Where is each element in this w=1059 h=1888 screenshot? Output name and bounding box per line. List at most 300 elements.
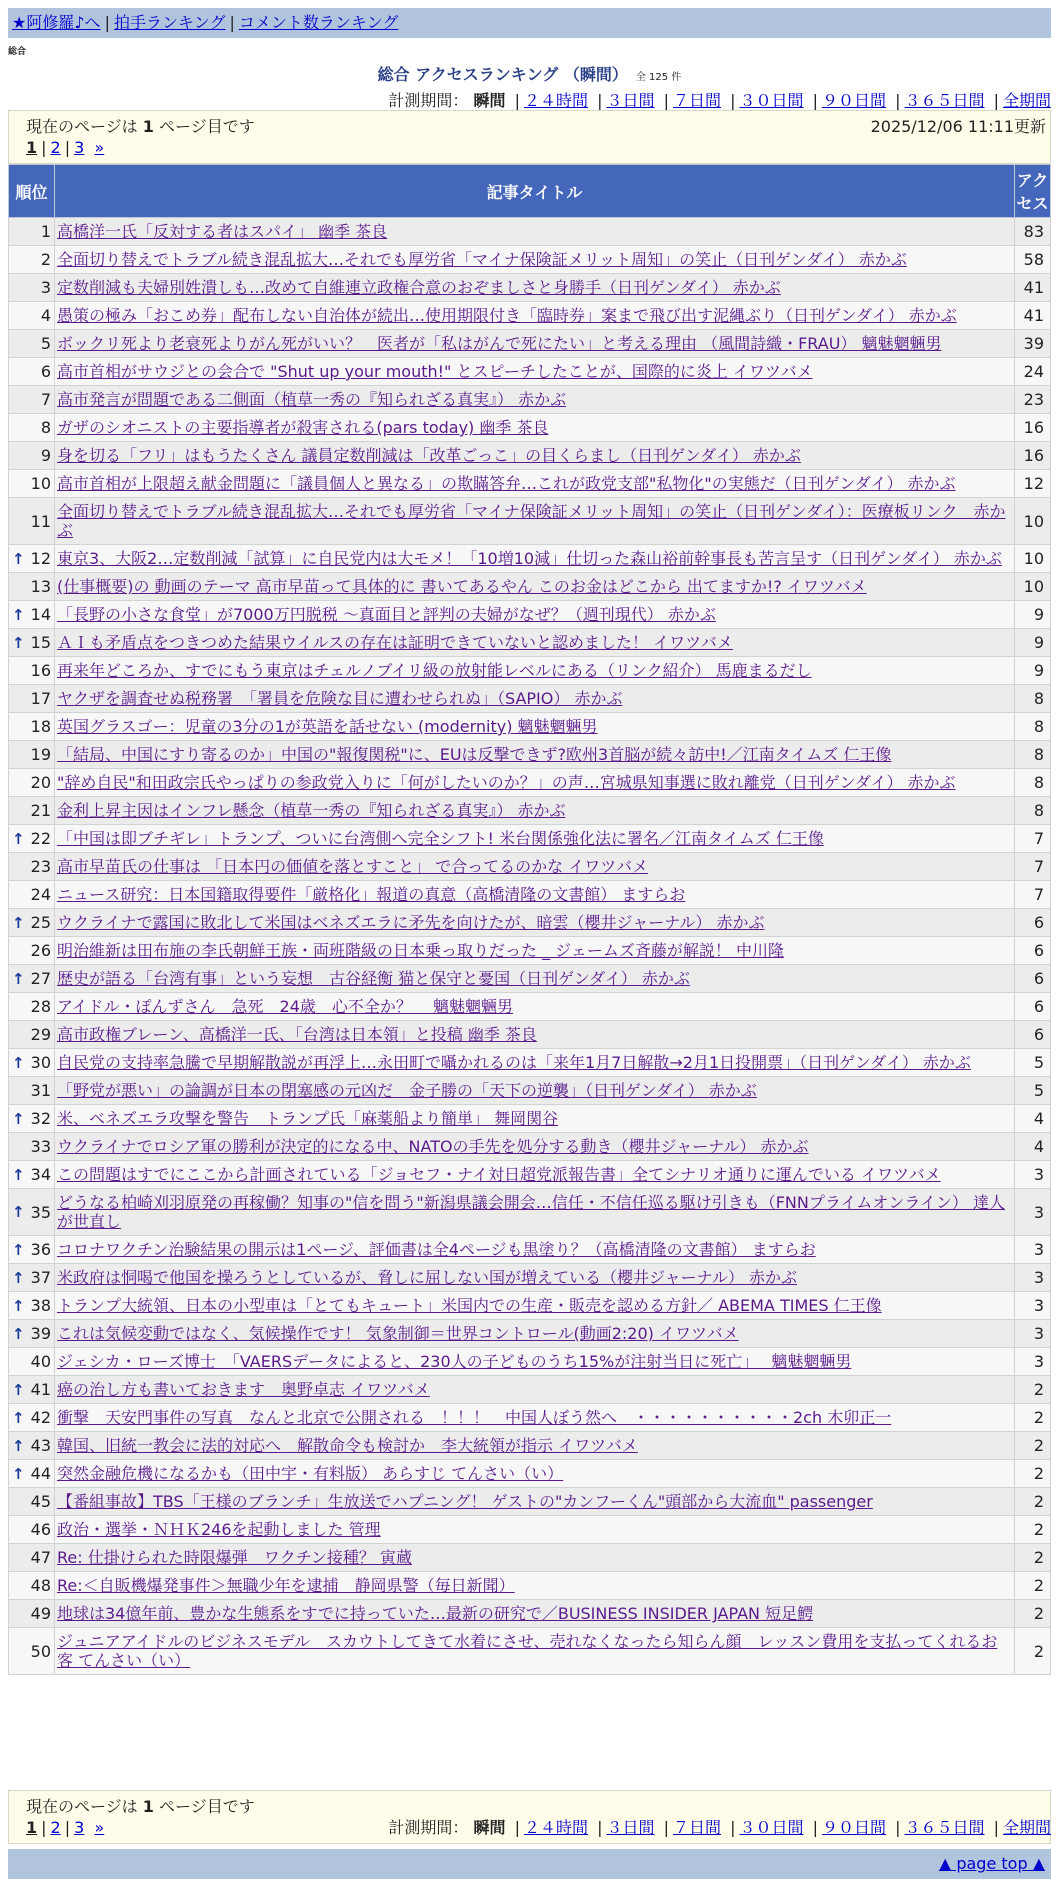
title-cell (55, 769, 1015, 797)
rank-number: 20 (30, 773, 51, 792)
rank-cell (9, 629, 55, 657)
rank-cell (9, 1292, 55, 1320)
rank-cell (9, 386, 55, 414)
ranking-row (9, 993, 1051, 1021)
article-title-link[interactable]: 米政府は恫喝で他国を操ろうとしているが、脅しに屈しない国が増えている（櫻井ジャーナル） 赤かぶ (57, 1268, 797, 1287)
access-count: 2 (1015, 1516, 1051, 1544)
article-title-link[interactable]: 地球は34億年前、豊かな生態系をすでに持っていた…最新の研究で／BUSINESS INSIDER JAPAN 短足鰐 (57, 1604, 814, 1623)
rank-number: 6 (40, 362, 51, 381)
title-cell (55, 657, 1015, 685)
rank-cell (9, 937, 55, 965)
rank-cell (9, 1544, 55, 1572)
rank-up-arrow-icon: ↑ (12, 549, 25, 568)
period-7d-link[interactable]: ７日間 (672, 1818, 721, 1837)
rank-cell (9, 545, 55, 573)
ranking-row (9, 853, 1051, 881)
rank-cell (9, 414, 55, 442)
rank-up-arrow-icon: ↑ (12, 1268, 25, 1287)
article-title-link[interactable]: 政治・選挙・ＮＨＫ246を起動しました 管理 (57, 1520, 381, 1539)
rank-number: 17 (30, 689, 51, 708)
ranking-row (9, 274, 1051, 302)
section-label: 総合 (8, 47, 27, 57)
access-count: 3 (1015, 1264, 1051, 1292)
rank-number: 30 (30, 1053, 51, 1072)
period-365d-link[interactable]: ３６５日間 (904, 1818, 985, 1837)
rank-number: 1 (40, 222, 51, 241)
rank-up-arrow-icon: ↑ (12, 1240, 25, 1259)
rank-cell (9, 1404, 55, 1432)
rank-number: 36 (30, 1240, 51, 1259)
ranking-row (9, 629, 1051, 657)
article-title-link[interactable]: 「野党が悪い」の論調が日本の閉塞感の元凶だ 金子勝の「天下の逆襲」（日刊ゲンダイ） 赤かぶ (57, 1081, 757, 1100)
ranking-table (8, 164, 1051, 1675)
ranking-table-body (9, 218, 1051, 1675)
title-cell (55, 330, 1015, 358)
period-selector-top: 計測期間： 瞬間 | ２４時間 | ３日間 | ７日間 | ３０日間 | ９０日間 | ３６５日間 | 全期間 (388, 91, 1051, 110)
ranking-row (9, 386, 1051, 414)
rank-number: 37 (30, 1268, 51, 1287)
article-title-link[interactable]: Re: 仕掛けられた時限爆弾 ワクチン接種？ 寅蔵 (57, 1548, 413, 1567)
rank-number: 11 (30, 511, 51, 531)
access-count: 9 (1015, 601, 1051, 629)
access-count: 2 (1015, 1460, 1051, 1488)
rank-number: 44 (30, 1464, 51, 1483)
rank-cell (9, 1264, 55, 1292)
article-title-link[interactable]: 「中国は即ブチギレ」トランプ、ついに台湾側へ完全シフト! 米台関係強化法に署名／江南タイムズ 仁王像 (57, 829, 824, 848)
rank-cell (9, 1628, 55, 1675)
article-title-link[interactable]: どうなる柏崎刈羽原発の再稼働？知事の"信を問う"新潟県議会開会…信任・不信任巡る駆け引きも（FNNプライムオンライン） 達人が世直し (57, 1193, 1005, 1231)
title-cell (55, 713, 1015, 741)
rank-cell (9, 470, 55, 498)
title-cell (55, 881, 1015, 909)
article-title-link[interactable]: 高市早苗氏の仕事は 「日本円の価値を落とすこと」 で合ってるのかな イワツバメ (57, 857, 648, 876)
article-title-link[interactable]: 金利上昇主因はインフレ懸念（植草一秀の『知られざる真実』） 赤かぶ (57, 801, 566, 820)
article-title-link[interactable]: ニュース研究：日本国籍取得要件「厳格化」報道の真意（高橋清隆の文書館） ますらお (57, 885, 686, 904)
access-count: 5 (1015, 1049, 1051, 1077)
title-cell (55, 1105, 1015, 1133)
access-count: 6 (1015, 993, 1051, 1021)
access-count: 8 (1015, 769, 1051, 797)
title-cell (55, 797, 1015, 825)
rank-cell (9, 1049, 55, 1077)
rank-cell (9, 685, 55, 713)
period-7d-link[interactable]: ７日間 (672, 91, 721, 110)
rank-number: 7 (40, 390, 51, 409)
comment-ranking-link[interactable]: コメント数ランキング (238, 13, 399, 32)
article-title-link[interactable]: 高市発言が問題である二側面（植草一秀の『知られざる真実』） 赤かぶ (57, 390, 567, 409)
access-count: 6 (1015, 909, 1051, 937)
pagination-top: 1 | 2 | 3 » (26, 138, 105, 157)
ranking-row (9, 601, 1051, 629)
title-cell (55, 218, 1015, 246)
rank-up-arrow-icon: ↑ (12, 829, 25, 848)
title-cell (55, 853, 1015, 881)
rank-cell (9, 601, 55, 629)
ranking-row (9, 769, 1051, 797)
ranking-row (9, 1161, 1051, 1189)
title-cell (55, 545, 1015, 573)
rank-up-arrow-icon: ↑ (12, 1408, 25, 1427)
rank-number: 14 (30, 605, 51, 624)
article-title-link[interactable]: 「結局、中国にすり寄るのか」中国の"報復関税"に、EUは反撃できず?欧州3首脳が続々訪中!／江南タイムズ 仁王像 (57, 745, 892, 764)
rank-number: 27 (30, 969, 51, 988)
pager-link-3[interactable]: 3 (74, 138, 85, 157)
access-count: 16 (1015, 442, 1051, 470)
rank-number: 18 (30, 717, 51, 736)
access-count: 10 (1015, 498, 1051, 545)
pager-current: 1 (26, 1818, 38, 1837)
access-count: 6 (1015, 965, 1051, 993)
access-count: 6 (1015, 1021, 1051, 1049)
title-cell (55, 1460, 1015, 1488)
title-cell (55, 1628, 1015, 1675)
article-title-link[interactable]: ボックリ死より老衰死よりがん死がいい？ 医者が「私はがんで死にたい」と考える理由 （風間詩織・FRAU） 魑魅魍魎男 (57, 334, 942, 353)
pager-next-link[interactable]: » (94, 1818, 105, 1837)
title-cell (55, 685, 1015, 713)
title-cell (55, 1432, 1015, 1460)
rank-cell (9, 741, 55, 769)
article-title-link[interactable]: ウクライナで露国に敗北して米国はベネズエラに矛先を向けたが、暗雲（櫻井ジャーナル） 赤かぶ (57, 913, 765, 932)
title-cell (55, 1572, 1015, 1600)
ranking-row (9, 545, 1051, 573)
rank-cell (9, 825, 55, 853)
article-title-link[interactable]: 定数削減も夫婦別姓潰しも…改めて自維連立政権合意のおぞましさと身勝手（日刊ゲンダイ） 赤かぶ (57, 278, 781, 297)
ranking-row (9, 1572, 1051, 1600)
ranking-row (9, 657, 1051, 685)
rank-number: 2 (40, 250, 51, 269)
period-current: 瞬間 (473, 1818, 506, 1837)
rank-number: 40 (30, 1352, 51, 1371)
ranking-row (9, 1404, 1051, 1432)
ranking-row (9, 442, 1051, 470)
rank-cell (9, 1320, 55, 1348)
ranking-row (9, 573, 1051, 601)
rank-up-arrow-icon: ↑ (12, 1203, 25, 1221)
article-title-link[interactable]: 高市首相が上限超え献金問題に「議員個人と異なる」の欺瞞答弁…これが政党支部"私物化"の実態だ（日刊ゲンダイ） 赤かぶ (57, 474, 956, 493)
pager-link-2[interactable]: 2 (50, 138, 61, 157)
ranking-row (9, 1376, 1051, 1404)
title-cell (55, 1189, 1015, 1236)
access-count: 3 (1015, 1189, 1051, 1236)
period-90d-link[interactable]: ９０日間 (821, 91, 886, 110)
article-title-link[interactable]: ウクライナでロシア軍の勝利が決定的になる中、NATOの手先を処分する動き（櫻井ジャーナル） 赤かぶ (57, 1137, 809, 1156)
period-24h-link[interactable]: ２４時間 (523, 1818, 588, 1837)
period-label: 計測期間： (388, 1818, 469, 1837)
footer-bar (8, 1849, 1051, 1879)
rank-cell (9, 218, 55, 246)
article-title-link[interactable]: Re:＜自販機爆発事件＞無職少年を逮捕 静岡県警（毎日新聞） (57, 1576, 515, 1595)
article-title-link[interactable]: この問題はすでにここから計画されている「ジョセフ・ナイ対日超党派報告書」全てシナリオ通りに運んでいる イワツバメ (57, 1165, 941, 1184)
pager-link-3[interactable]: 3 (74, 1818, 85, 1837)
access-count: 8 (1015, 741, 1051, 769)
ranking-row (9, 330, 1051, 358)
article-title-link[interactable]: 高市政権ブレーン、高橋洋一氏、「台湾は日本領」と投稿 幽季 茶良 (57, 1025, 537, 1044)
rank-cell (9, 573, 55, 601)
rank-number: 4 (40, 306, 51, 325)
rank-number: 39 (30, 1324, 51, 1343)
article-title-link[interactable]: 全面切り替えでトラブル続き混乱拡大…それでも厚労省「マイナ保険証メリット周知」の笑止（日刊ゲンダイ）：医療板リンク 赤かぶ (57, 502, 1006, 540)
period-90d-link[interactable]: ９０日間 (821, 1818, 886, 1837)
rank-cell (9, 993, 55, 1021)
article-title-link[interactable]: 歴史が語る「台湾有事」という妄想 古谷経衡 猫と保守と憂国（日刊ゲンダイ） 赤かぶ (57, 969, 690, 988)
access-count: 39 (1015, 330, 1051, 358)
rank-number: 12 (30, 549, 51, 568)
period-30d-link[interactable]: ３０日間 (739, 91, 804, 110)
article-title-link[interactable]: 突然金融危機になるかも（田中宇・有料版） あらすじ てんさい（い） (57, 1464, 564, 1483)
ranking-row (9, 1264, 1051, 1292)
rank-cell (9, 881, 55, 909)
rank-number: 49 (30, 1604, 51, 1623)
ranking-row (9, 302, 1051, 330)
article-title-link[interactable]: 衝撃 天安門事件の写真 なんと北京で公開される ！！！ 中国人ぼう然へ ・・・・・・・・・・2ch 木卯正一 (57, 1408, 892, 1427)
period-3d-link[interactable]: ３日間 (606, 1818, 655, 1837)
ranking-row (9, 1460, 1051, 1488)
title-cell (55, 1544, 1015, 1572)
title-cell (55, 741, 1015, 769)
ranking-heading (0, 62, 1059, 85)
rank-number: 33 (30, 1137, 51, 1156)
title-cell (55, 965, 1015, 993)
article-title-link[interactable]: 身を切る「フリ」はもうたくさん 議員定数削減は「改革ごっこ」の目くらまし（日刊ゲンダイ） 赤かぶ (57, 446, 801, 465)
period-all-link[interactable]: 全期間 (1002, 91, 1051, 110)
rank-up-arrow-icon: ↑ (12, 1109, 25, 1128)
ranking-row (9, 1049, 1051, 1077)
title-cell (55, 358, 1015, 386)
title-cell (55, 470, 1015, 498)
rank-cell (9, 1460, 55, 1488)
title-cell (55, 1404, 1015, 1432)
article-title-link[interactable]: ガザのシオニストの主要指導者が殺害される(pars today) 幽季 茶良 (57, 418, 549, 437)
page-info-panel-top (8, 110, 1051, 164)
rank-cell (9, 1077, 55, 1105)
ranking-row (9, 713, 1051, 741)
ranking-row (9, 965, 1051, 993)
article-title-link[interactable]: 「長野の小さな食堂」が7000万円脱税 〜真面目と評判の夫婦がなぜ？（週刊現代） 赤かぶ (57, 605, 716, 624)
ranking-row (9, 909, 1051, 937)
access-count: 2 (1015, 1404, 1051, 1432)
access-count: 4 (1015, 1133, 1051, 1161)
title-cell (55, 442, 1015, 470)
rank-number: 31 (30, 1081, 51, 1100)
rank-cell (9, 1516, 55, 1544)
access-count: 5 (1015, 1077, 1051, 1105)
title-cell (55, 993, 1015, 1021)
rank-column-header: 順位 (9, 165, 55, 218)
article-title-link[interactable]: 【番組事故】TBS「王様のブランチ」生放送でハプニング！ ゲストの"カンフーくん"頭部から大流血" passenger (57, 1492, 873, 1511)
period-label: 計測期間： (388, 91, 469, 110)
rank-number: 23 (30, 857, 51, 876)
rank-number: 26 (30, 941, 51, 960)
rank-up-arrow-icon: ↑ (12, 1380, 25, 1399)
title-cell (55, 1236, 1015, 1264)
access-count: 3 (1015, 1292, 1051, 1320)
access-count: 12 (1015, 470, 1051, 498)
rank-cell (9, 713, 55, 741)
article-title-link[interactable]: 再来年どころか、すでにもう東京はチェルノブイリ級の放射能レベルにある（リンク紹介） 馬鹿まるだし (57, 661, 812, 680)
access-count: 23 (1015, 386, 1051, 414)
rank-number: 22 (30, 829, 51, 848)
access-count: 3 (1015, 1348, 1051, 1376)
ranking-row (9, 1189, 1051, 1236)
period-30d-link[interactable]: ３０日間 (739, 1818, 804, 1837)
pager-link-2[interactable]: 2 (50, 1818, 61, 1837)
pager-next-link[interactable]: » (94, 138, 105, 157)
article-title-link[interactable]: アイドル・ぽんずさん 急死 24歳 心不全か？ 魑魅魍魎男 (57, 997, 514, 1016)
title-cell (55, 1161, 1015, 1189)
ranking-row (9, 1320, 1051, 1348)
access-count: 3 (1015, 1236, 1051, 1264)
rank-number: 21 (30, 801, 51, 820)
rank-number: 45 (30, 1492, 51, 1511)
article-title-link[interactable]: 英国グラスゴー：児童の3分の1が英語を話せない (modernity) 魑魅魍魎男 (57, 717, 598, 736)
ranking-row (9, 1628, 1051, 1675)
title-cell (55, 414, 1015, 442)
access-count: 3 (1015, 1320, 1051, 1348)
rank-up-arrow-icon: ↑ (12, 1296, 25, 1315)
period-24h-link[interactable]: ２４時間 (523, 91, 588, 110)
title-cell (55, 629, 1015, 657)
article-title-link[interactable]: "辞め自民"和田政宗氏やっぱりの参政党入りに「何がしたいのか？」の声…宮城県知事選に敗れ離党（日刊ゲンダイ） 赤かぶ (57, 773, 956, 792)
access-count: 2 (1015, 1376, 1051, 1404)
ranking-row (9, 1432, 1051, 1460)
title-cell (55, 1600, 1015, 1628)
article-title-link[interactable]: ジュニアアイドルのビジネスモデル スカウトしてきて水着にさせ、売れなくなったら知らん顔 レッスン費用を支払ってくれるお客 てんさい（い） (57, 1632, 998, 1670)
title-cell (55, 1077, 1015, 1105)
title-cell (55, 1320, 1015, 1348)
article-title-link[interactable]: ＡＩも矛盾点をつきつめた結果ウイルスの存在は証明できていないと認めました！ イワツバメ (57, 633, 733, 652)
access-count: 8 (1015, 713, 1051, 741)
access-count: 58 (1015, 246, 1051, 274)
rank-number: 29 (30, 1025, 51, 1044)
rank-number: 19 (30, 745, 51, 764)
ranking-row (9, 1600, 1051, 1628)
rank-cell (9, 498, 55, 545)
rank-number: 24 (30, 885, 51, 904)
pagination-bottom: 1 | 2 | 3 » (26, 1818, 105, 1837)
article-title-link[interactable]: 愚策の極み「おこめ券」配布しない自治体が続出…使用期限付き「臨時券」案まで飛び出す泥縄ぶり（日刊ゲンダイ） 赤かぶ (57, 306, 957, 325)
rank-cell (9, 1348, 55, 1376)
ranking-row (9, 358, 1051, 386)
rank-number: 47 (30, 1548, 51, 1567)
title-cell (55, 1348, 1015, 1376)
access-count: 7 (1015, 825, 1051, 853)
period-3d-link[interactable]: ３日間 (606, 91, 655, 110)
ranking-row (9, 1021, 1051, 1049)
rank-up-arrow-icon: ↑ (12, 633, 25, 652)
access-count: 8 (1015, 685, 1051, 713)
ranking-row (9, 1292, 1051, 1320)
ranking-row (9, 685, 1051, 713)
rank-number: 5 (40, 334, 51, 353)
rank-cell (9, 909, 55, 937)
rank-cell (9, 1161, 55, 1189)
rank-number: 34 (30, 1165, 51, 1184)
ranking-row (9, 1236, 1051, 1264)
title-cell (55, 1133, 1015, 1161)
ranking-row (9, 825, 1051, 853)
clap-ranking-link[interactable]: 拍手ランキング (113, 13, 226, 32)
period-all-link[interactable]: 全期間 (1002, 1818, 1051, 1837)
ranking-row (9, 1105, 1051, 1133)
title-cell (55, 274, 1015, 302)
rank-cell (9, 1105, 55, 1133)
rank-cell (9, 657, 55, 685)
period-selector-bottom: 計測期間： 瞬間 | ２４時間 | ３日間 | ７日間 | ３０日間 | ９０日間 | ３６５日間 | 全期間 (388, 1818, 1051, 1837)
rank-cell (9, 358, 55, 386)
access-count: 6 (1015, 937, 1051, 965)
article-title-link[interactable]: 高市首相がサウジとの会合で "Shut up your mouth!" とスピーチしたことが、国際的に炎上 イワツバメ (57, 362, 813, 381)
ranking-row (9, 1077, 1051, 1105)
rank-cell (9, 1133, 55, 1161)
rank-number: 41 (30, 1380, 51, 1399)
access-count: 41 (1015, 274, 1051, 302)
rank-cell (9, 246, 55, 274)
article-title-link[interactable]: 癌の治し方も書いておきます 奥野卓志 イワツバメ (57, 1380, 430, 1399)
rank-cell (9, 330, 55, 358)
ranking-row (9, 498, 1051, 545)
article-title-link[interactable]: トランプ大統領、日本の小型車は「とてもキュート」米国内での生産・販売を認める方針／ ABEMA TIMES 仁王像 (57, 1296, 882, 1315)
page-top-link[interactable]: ▲ page top ▲ (938, 1854, 1045, 1873)
rank-cell (9, 274, 55, 302)
rank-up-arrow-icon: ↑ (12, 1464, 25, 1483)
access-count: 2 (1015, 1432, 1051, 1460)
access-count: 7 (1015, 853, 1051, 881)
page-indicator: 現在のページは 1 ページ目です (26, 1797, 255, 1816)
article-title-link[interactable]: 自民党の支持率急騰で早期解散説が再浮上…永田町で囁かれるのは「来年1月7日解散→2月1日投開票」（日刊ゲンダイ） 赤かぶ (57, 1053, 971, 1072)
rank-number: 13 (30, 577, 51, 596)
access-count: 83 (1015, 218, 1051, 246)
article-title-link[interactable]: コロナワクチン治験結果の開示は1ページ、評価書は全4ページも黒塗り？（高橋清隆の文書館） ますらお (57, 1240, 816, 1259)
rank-cell (9, 797, 55, 825)
article-title-link[interactable]: 明治維新は田布施の李氏朝鮮王族・両班階級の日本乗っ取りだった _ ジェームズ斉藤が解説！ 中川隆 (57, 941, 784, 960)
article-title-link[interactable]: 全面切り替えでトラブル続き混乱拡大…それでも厚労省「マイナ保険証メリット周知」の笑止（日刊ゲンダイ） 赤かぶ (57, 250, 907, 269)
article-title-link[interactable]: 高橋洋一氏「反対する者はスパイ」 幽季 茶良 (57, 222, 388, 241)
rank-cell (9, 1189, 55, 1236)
rank-number: 28 (30, 997, 51, 1016)
article-title-link[interactable]: (仕事概要)の 動画のテーマ 高市早苗って具体的に 書いてあるやん このお金はどこから 出てますか!? イワツバメ (57, 577, 867, 596)
title-cell (55, 1021, 1015, 1049)
article-title-link[interactable]: ジェシカ・ローズ博士 「VAERSデータによると、230人の子どものうち15%が注射当日に死亡」 魑魅魍魎男 (57, 1352, 852, 1371)
access-count: 2 (1015, 1544, 1051, 1572)
ranking-row (9, 414, 1051, 442)
title-cell (55, 1376, 1015, 1404)
period-365d-link[interactable]: ３６５日間 (904, 91, 985, 110)
ranking-row (9, 1133, 1051, 1161)
rank-up-arrow-icon: ↑ (12, 1436, 25, 1455)
pager-current: 1 (26, 138, 38, 157)
rank-number: 42 (30, 1408, 51, 1427)
title-cell (55, 1049, 1015, 1077)
article-title-link[interactable]: 米、ベネズエラ攻撃を警告 トランプ氏「麻薬船より簡単」 舞岡関谷 (57, 1109, 559, 1128)
access-count: 2 (1015, 1600, 1051, 1628)
article-title-link[interactable]: ヤクザを調査せぬ税務署 「署員を危険な目に遭わせられぬ」（SAPIO） 赤かぶ (57, 689, 623, 708)
rank-number: 3 (40, 278, 51, 297)
home-link[interactable]: ★阿修羅♪へ (12, 13, 101, 32)
rank-cell (9, 1600, 55, 1628)
title-cell (55, 573, 1015, 601)
rank-up-arrow-icon: ↑ (12, 969, 25, 988)
rank-up-arrow-icon: ↑ (12, 913, 25, 932)
rank-cell (9, 965, 55, 993)
access-count: 8 (1015, 797, 1051, 825)
article-title-link[interactable]: これは気候変動ではなく、気候操作です！ 気象制御＝世界コントロール(動画2:20) イワツバメ (57, 1324, 739, 1343)
article-title-link[interactable]: 韓国、旧統一教会に法的対応へ 解散命令も検討か 李大統領が指示 イワツバメ (57, 1436, 638, 1455)
ranking-row (9, 741, 1051, 769)
rank-cell (9, 1376, 55, 1404)
rank-cell (9, 442, 55, 470)
article-title-link[interactable]: 東京3、大阪2…定数削減「試算」に自民党内は大モメ！「10増10減」仕切った森山裕前幹事長も苦言呈す（日刊ゲンダイ） 赤かぶ (57, 549, 1002, 568)
access-count: 2 (1015, 1628, 1051, 1675)
